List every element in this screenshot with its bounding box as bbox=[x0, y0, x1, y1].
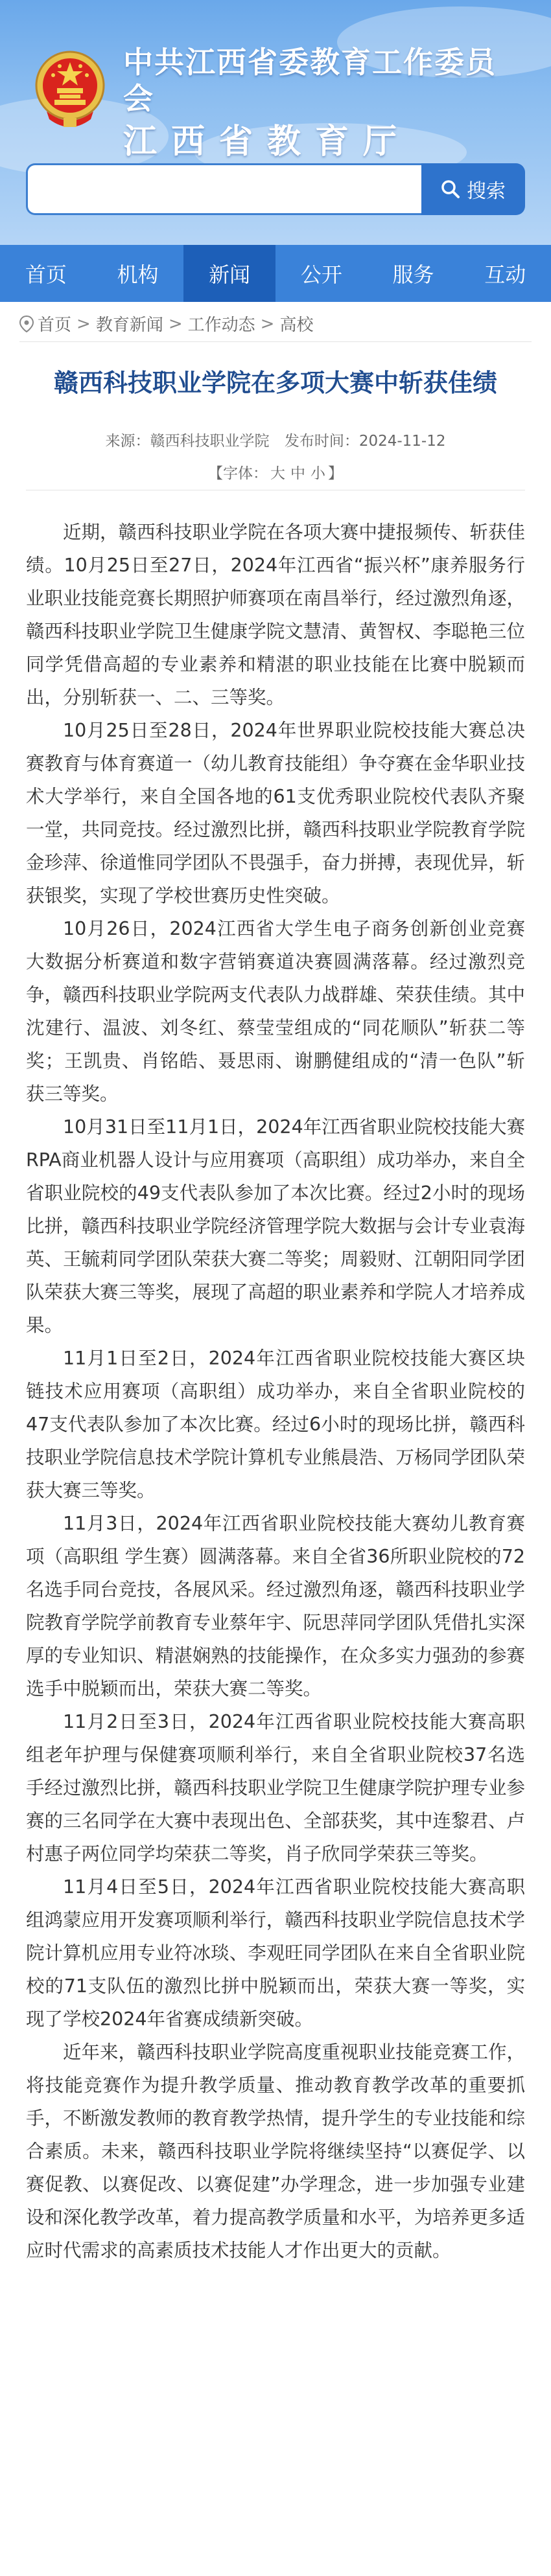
breadcrumb-education-news[interactable]: 教育新闻 bbox=[95, 316, 163, 335]
font-size-small[interactable]: 小 bbox=[311, 465, 325, 482]
nav-item-news[interactable]: 新闻 bbox=[183, 245, 276, 302]
date-value: 2024-11-12 bbox=[358, 433, 446, 450]
search-button[interactable] bbox=[421, 163, 525, 215]
nav-item-service[interactable]: 服务 bbox=[392, 262, 434, 287]
nav-item-home[interactable]: 首页 bbox=[25, 262, 67, 287]
article-date bbox=[285, 433, 446, 450]
article-title: 赣西科技职业学院在多项大赛中斩获佳绩 bbox=[53, 369, 497, 397]
breadcrumb bbox=[19, 306, 532, 342]
article-paragraph: 11月2日至3日，2024年江西省职业院校技能大赛高职组老年护理与保健赛项顺利举行，来自全省职业院校37名选手经过激烈比拼，赣西科技职业学院卫生健康学院护理专业参赛的三名同学在大赛中表现出色、全部获奖，其中连黎君、卢村惠子两位同学均荣获二等奖，肖子欣同学荣获三等奖。 bbox=[26, 1711, 525, 1865]
font-size-medium[interactable]: 中 bbox=[290, 465, 305, 482]
article-paragraph: 10月25日至28日，2024年世界职业院校技能大赛总决赛教育与体育赛道一（幼儿教育技能组）争夺赛在金华职业技术大学举行，来自全国各地的61支优秀职业院校代表队齐聚一堂，共同竞技。经过激烈比拼，赣西科技职业学院教育学院金珍萍、徐道惟同学团队不畏强手，奋力拼搏，表现优异，斩获银奖，实现了学校世赛历史性突破。 bbox=[26, 720, 525, 906]
font-size-prefix: 【字体： bbox=[208, 465, 268, 482]
search-icon bbox=[441, 179, 460, 199]
breadcrumb-work-updates[interactable]: 工作动态 bbox=[187, 316, 255, 335]
search-button-label: 搜索 bbox=[467, 180, 506, 203]
font-size-selector bbox=[13, 461, 538, 483]
search-bar bbox=[26, 163, 525, 215]
national-emblem-icon bbox=[34, 47, 106, 132]
font-size-suffix: 】 bbox=[328, 465, 343, 482]
article-paragraph: 近年来，赣西科技职业学院高度重视职业技能竞赛工作，将技能竞赛作为提升教学质量、推动教育教学改革的重要抓手，不断激发教师的教育教学热情，提升学生的专业技能和综合素质。未来，赣西科技职业学院将继续坚持“以赛促学、以赛促教、以赛促改、以赛促建”办学理念，进一步加强专业建设和深化教学改革，着力提高教学质量和水平，为培养更多适应时代需求的高素质技术技能人才作出更大的贡献。 bbox=[26, 2041, 525, 2261]
nav-item-institutions[interactable]: 机构 bbox=[117, 262, 159, 287]
site-header bbox=[0, 0, 551, 245]
article-paragraph: 11月4日至5日，2024年江西省职业院校技能大赛高职组鸿蒙应用开发赛项顺利举行，赣西科技职业学院信息技术学院计算机应用专业符冰琰、李观旺同学团队在来自全省职业院校的71支队伍的激烈比拼中脱颖而出，荣获大赛一等奖，实现了学校2024年省赛成绩新突破。 bbox=[26, 1876, 525, 2030]
font-size-large[interactable]: 大 bbox=[270, 465, 285, 482]
org-name-line2: 江西省教育厅 bbox=[123, 122, 412, 161]
source-label: 来源： bbox=[105, 433, 150, 450]
article-source bbox=[106, 433, 270, 450]
home-location-icon bbox=[19, 316, 34, 332]
nav-item-public[interactable]: 公开 bbox=[300, 262, 342, 287]
org-name-line1: 中共江西省委教育工作委员会 bbox=[123, 45, 497, 116]
breadcrumb-separator: > bbox=[76, 314, 91, 334]
main-nav bbox=[0, 245, 551, 302]
breadcrumb-universities[interactable]: 高校 bbox=[279, 316, 314, 335]
search-input[interactable] bbox=[26, 163, 421, 215]
site-title bbox=[123, 44, 525, 163]
article-paragraph: 11月3日，2024年江西省职业院校技能大赛幼儿教育赛项（高职组 学生赛）圆满落幕。来自全省36所职业院校的72名选手同台竞技，各展风采。经过激烈角逐，赣西科技职业学院教育学院学前教育专业蔡年宇、阮思萍同学团队凭借扎实深厚的专业知识、精湛娴熟的技能操作，在众多实力强劲的参赛选手中脱颖而出，荣获大赛二等奖。 bbox=[26, 1513, 525, 1699]
article-meta bbox=[13, 429, 538, 450]
breadcrumb-home[interactable]: 首页 bbox=[38, 316, 72, 335]
article-paragraph: 10月26日，2024江西省大学生电子商务创新创业竞赛大数据分析赛道和数字营销赛道决赛圆满落幕。经过激烈竞争，赣西科技职业学院两支代表队力战群雄、荣获佳绩。其中沈建行、温波、刘冬红、蔡莹莹组成的“同花顺队”斩获二等奖；王凯贵、肖铭皓、聂思雨、谢鹏健组成的“清一色队”斩获三等奖。 bbox=[26, 918, 525, 1105]
nav-item-interaction[interactable]: 互动 bbox=[484, 262, 526, 287]
article-paragraph: 11月1日至2日，2024年江西省职业院校技能大赛区块链技术应用赛项（高职组）成功举办，来自全省职业院校的47支代表队参加了本次比赛。经过6小时的现场比拼，赣西科技职业学院信息技术学院计算机专业熊晨浩、万杨同学团队荣获大赛三等奖。 bbox=[26, 1348, 525, 1501]
article-paragraph: 10月31日至11月1日，2024年江西省职业院校技能大赛RPA商业机器人设计与应用赛项（高职组）成功举办，来自全省职业院校的49支代表队参加了本次比赛。经过2小时的现场比拼，赣西科技职业学院经济管理学院大数据与会计专业袁海英、王毓莉同学团队荣获大赛二等奖；周毅财、江朝阳同学团队荣获大赛三等奖，展现了高超的职业素养和学院人才培养成果。 bbox=[26, 1116, 525, 1336]
date-label: 发布时间： bbox=[284, 433, 359, 450]
article-paragraph: 近期，赣西科技职业学院在各项大赛中捷报频传、斩获佳绩。10月25日至27日，2024年江西省“振兴杯”康养服务行业职业技能竞赛长期照护师赛项在南昌举行，经过激烈角逐，赣西科技职业学院卫生健康学院文慧清、黄智权、李聪艳三位同学凭借高超的专业素养和精湛的职业技能在比赛中脱颖而出，分别斩获一、二、三等奖。 bbox=[26, 522, 525, 708]
breadcrumb-separator: > bbox=[168, 314, 183, 334]
source-value: 赣西科技职业学院 bbox=[150, 433, 270, 450]
breadcrumb-separator: > bbox=[260, 314, 275, 334]
article-body bbox=[26, 516, 525, 2267]
